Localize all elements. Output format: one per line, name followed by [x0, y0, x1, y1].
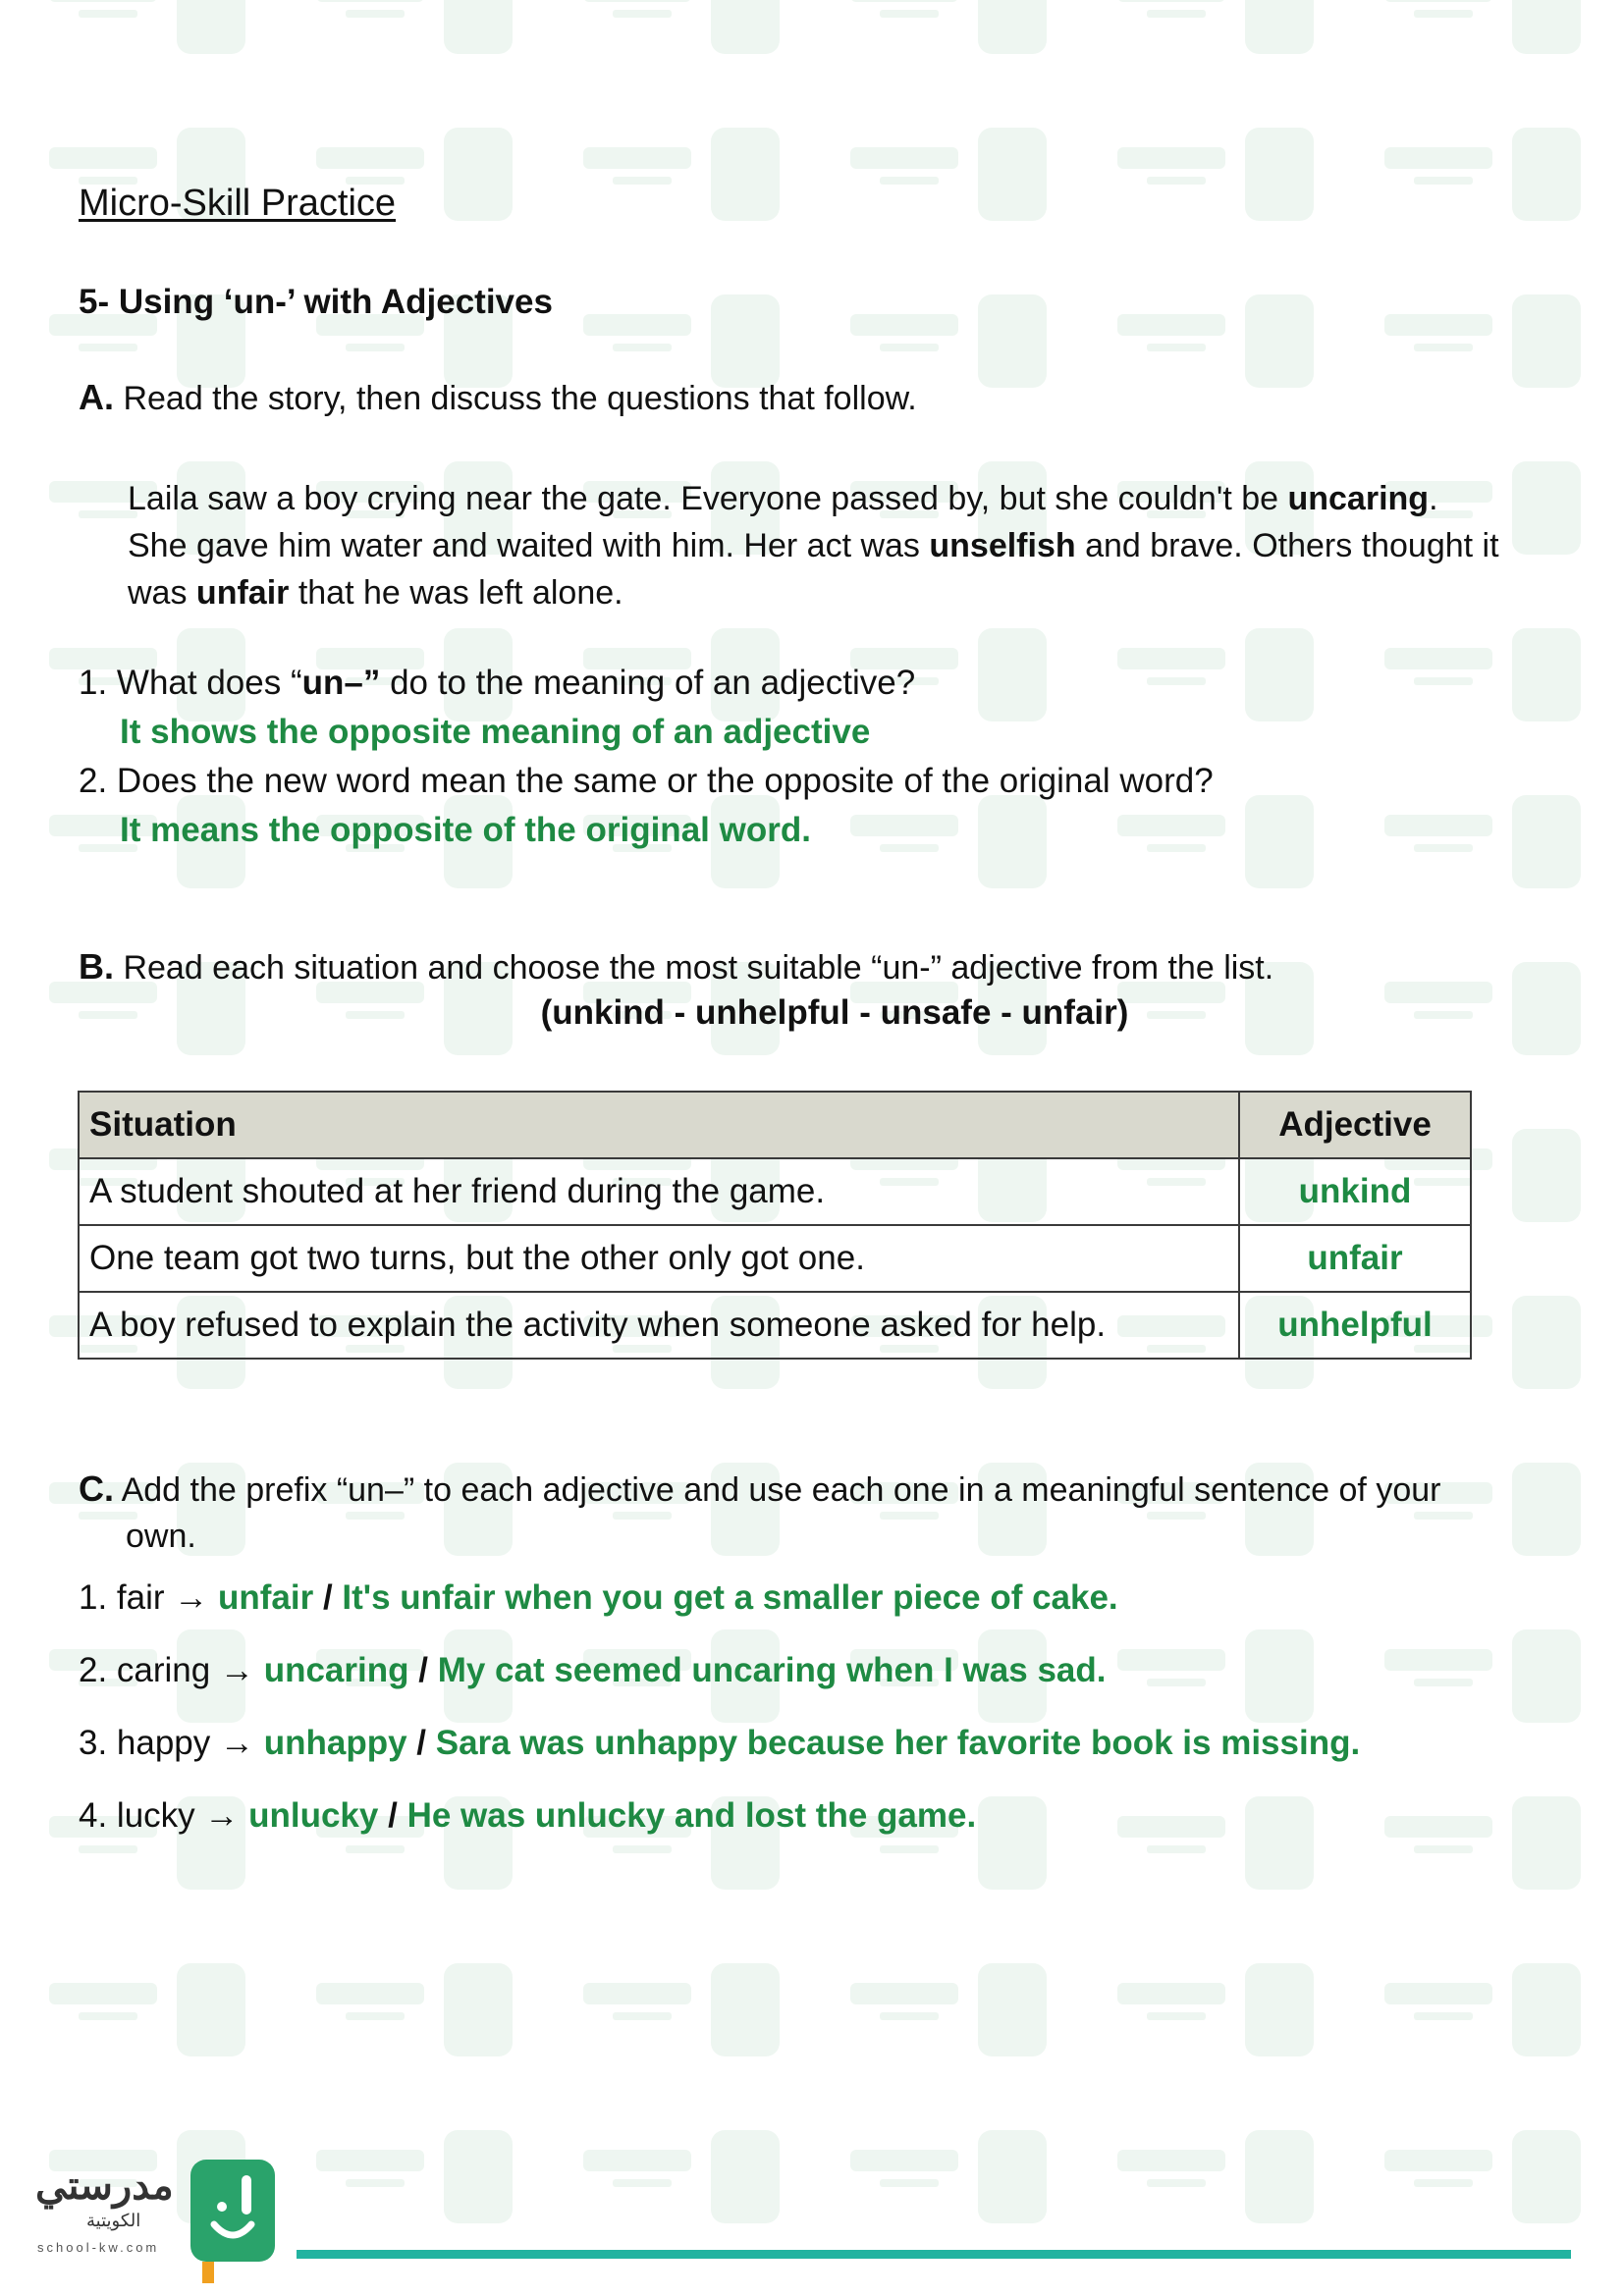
item-sep: /: [408, 1651, 438, 1689]
prefix-item-3: [79, 1724, 1360, 1763]
item-sentence: He was unlucky and lost the game.: [406, 1796, 977, 1835]
footer-accent-line: [297, 2250, 1571, 2259]
item-sentence: My cat seemed uncaring when I was sad.: [437, 1651, 1107, 1689]
situation-table: [78, 1091, 1472, 1360]
item-base: 2. caring →: [79, 1651, 264, 1689]
story-text: was: [128, 574, 196, 612]
logo-wordmark: مدرستي: [35, 2164, 174, 2208]
situation-cell: One team got two turns, but the other only got one.: [79, 1225, 1239, 1292]
section-a-letter: A.: [79, 377, 114, 417]
prefix-item-1: [79, 1578, 1118, 1618]
question-text: do to the meaning of an adjective?: [380, 664, 916, 702]
item-base: 1. fair →: [79, 1578, 218, 1617]
story-text: and brave. Others thought it: [1075, 527, 1499, 564]
story-text: that he was left alone.: [289, 574, 623, 612]
adjective-cell: unkind: [1239, 1158, 1471, 1225]
logo-url: school-kw.com: [37, 2240, 160, 2255]
item-sep: /: [378, 1796, 407, 1835]
item-base: 4. lucky →: [79, 1796, 249, 1835]
logo-icon: [187, 2156, 281, 2287]
story-text: She gave him water and waited with him. Her act was: [128, 527, 930, 564]
question-2: 2. Does the new word mean the same or the opposite of the original word?: [79, 762, 1214, 800]
story-word-unfair: unfair: [195, 574, 290, 612]
item-sep: /: [313, 1578, 343, 1617]
item-word: uncaring: [263, 1651, 409, 1689]
section-b-instruction: [79, 946, 1273, 988]
section-c-text: Add the prefix “un–” to each adjective and use each one in a meaningful sentence of your: [121, 1471, 1441, 1509]
question-1: [79, 664, 915, 703]
adjective-cell: unfair: [1239, 1225, 1471, 1292]
page-title: Micro-Skill Practice: [79, 183, 397, 224]
item-sep: /: [406, 1724, 436, 1762]
logo-subtitle: الكويتية: [86, 2211, 141, 2230]
item-base: 3. happy →: [79, 1724, 264, 1762]
section-c-instruction-cont: own.: [126, 1518, 196, 1555]
item-sentence: It's unfair when you get a smaller piece of cake.: [342, 1578, 1118, 1617]
header-situation: Situation: [79, 1092, 1239, 1158]
section-c-instruction: [79, 1468, 1440, 1510]
item-sentence: Sara was unhappy because her favorite book is missing.: [435, 1724, 1361, 1762]
answer-1: It shows the opposite meaning of an adjective: [120, 713, 871, 751]
header-adjective: Adjective: [1239, 1092, 1471, 1158]
story-word-unselfish: unselfish: [929, 527, 1076, 564]
table-row: [79, 1292, 1471, 1359]
story-paragraph: [128, 475, 1600, 616]
table-row: [79, 1158, 1471, 1225]
situation-cell: A boy refused to explain the activity when someone asked for help.: [79, 1292, 1239, 1359]
lesson-subtitle: 5- Using ‘un-’ with Adjectives: [79, 283, 553, 321]
item-word: unlucky: [248, 1796, 379, 1835]
question-bold: un–”: [301, 664, 381, 702]
table-row: [79, 1225, 1471, 1292]
item-word: unfair: [217, 1578, 314, 1617]
story-text: Laila saw a boy crying near the gate. Everyone passed by, but she couldn't be: [128, 480, 1288, 517]
answer-2: It means the opposite of the original word.: [120, 811, 811, 849]
situation-cell: A student shouted at her friend during the game.: [79, 1158, 1239, 1225]
item-word: unhappy: [263, 1724, 407, 1762]
section-b-text: Read each situation and choose the most suitable “un-” adjective from the list.: [123, 949, 1274, 987]
story-word-uncaring: uncaring: [1287, 480, 1430, 517]
prefix-item-4: [79, 1796, 976, 1836]
adjective-cell: unhelpful: [1239, 1292, 1471, 1359]
section-a-text: Read the story, then discuss the questions that follow.: [123, 380, 917, 417]
word-list: (unkind - unhelpful - unsafe - unfair): [540, 993, 1129, 1032]
table-header-row: [79, 1092, 1471, 1158]
section-a-instruction: [79, 377, 917, 418]
prefix-item-2: [79, 1651, 1106, 1690]
section-b-letter: B.: [79, 946, 114, 987]
question-text: 1. What does “: [79, 664, 302, 702]
story-text: .: [1429, 480, 1438, 517]
section-c-letter: C.: [79, 1468, 114, 1509]
